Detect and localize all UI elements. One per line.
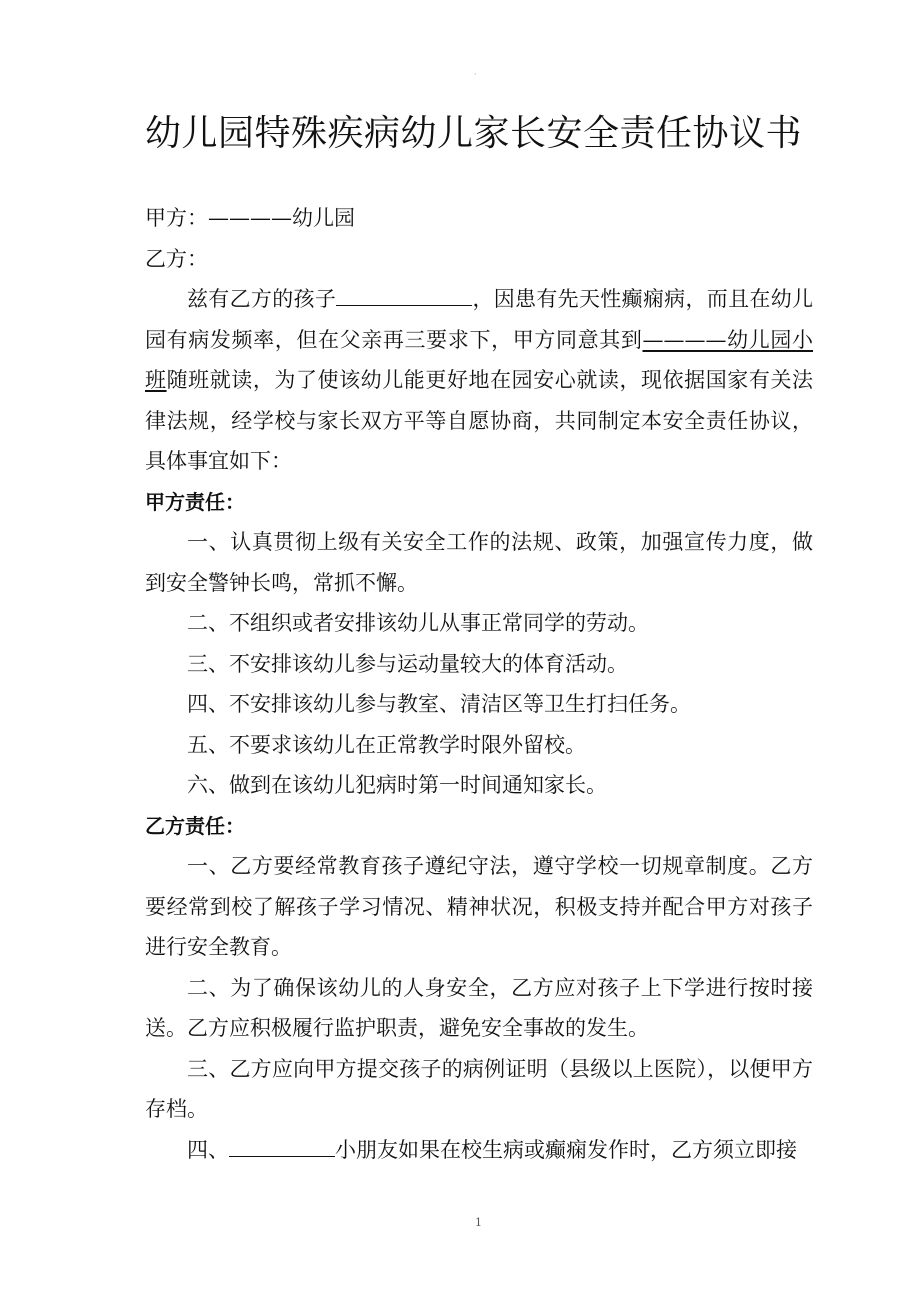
intro-paragraph bbox=[145, 279, 813, 482]
child-name-blank bbox=[336, 285, 472, 306]
party-a-item: 六、做到在该幼儿犯病时第一时间通知家长。 bbox=[187, 773, 607, 797]
top-mark: · bbox=[474, 70, 477, 79]
document-body bbox=[145, 198, 813, 1170]
party-a-heading: 甲方责任： bbox=[145, 489, 245, 514]
child-name-blank-2 bbox=[229, 1136, 335, 1157]
party-a-item: 四、不安排该幼儿参与教室、清洁区等卫生打扫任务。 bbox=[187, 692, 691, 716]
party-a-item: 五、不要求该幼儿在正常教学时限外留校。 bbox=[187, 732, 586, 757]
party-a-item: 一、认真贯彻上级有关安全工作的法规、政策，加强宣传力度，做到安全警钟长鸣，常抓不懈。 bbox=[145, 530, 813, 595]
party-b-item-4 bbox=[145, 1130, 813, 1171]
item4-text: 小朋友如果在校生病或癫痫发作时，乙方须立即接 bbox=[335, 1137, 797, 1162]
party-a-item: 三、不安排该幼儿参与运动量较大的体育活动。 bbox=[187, 651, 628, 676]
party-a-line: 甲方：————幼儿园 bbox=[145, 206, 355, 230]
intro-text-1: 兹有乙方的孩子 bbox=[187, 287, 337, 311]
party-b-item: 一、乙方要经常教育孩子遵纪守法，遵守学校一切规章制度。乙方要经常到校了解孩子学习情况、精神状况，积极支持并配合甲方对孩子进行安全教育。 bbox=[145, 854, 813, 959]
party-b-line: 乙方： bbox=[145, 246, 208, 271]
intro-text-2: ，因患有先天性癫痫病，而且在幼儿园有病发频率，但在父亲再三要求下，甲方同意其到 bbox=[145, 287, 814, 352]
party-b-item: 二、为了确保该幼儿的人身安全，乙方应对孩子上下学进行按时接送。乙方应积极履行监护职责，避免安全事故的发生。 bbox=[145, 975, 813, 1040]
page-number: 1 bbox=[475, 1216, 482, 1229]
kindergarten-class-underlined: ————幼儿园小班 bbox=[145, 327, 814, 392]
document-title: 幼儿园特殊疾病幼儿家长安全责任协议书 bbox=[145, 113, 803, 154]
party-a-item: 二、不组织或者安排该幼儿从事正常同学的劳动。 bbox=[187, 611, 649, 635]
item4-prefix: 四、 bbox=[187, 1137, 229, 1162]
party-b-heading: 乙方责任： bbox=[145, 813, 245, 838]
intro-text-3: 随班就读，为了使该幼儿能更好地在园安心就读，现依据国家有关法律法规，经学校与家长双方平等自愿协商，共同制定本安全责任协议，具体事宜如下： bbox=[145, 368, 814, 473]
party-b-item: 三、乙方应向甲方提交孩子的病例证明（县级以上医院），以便甲方存档。 bbox=[145, 1056, 813, 1121]
